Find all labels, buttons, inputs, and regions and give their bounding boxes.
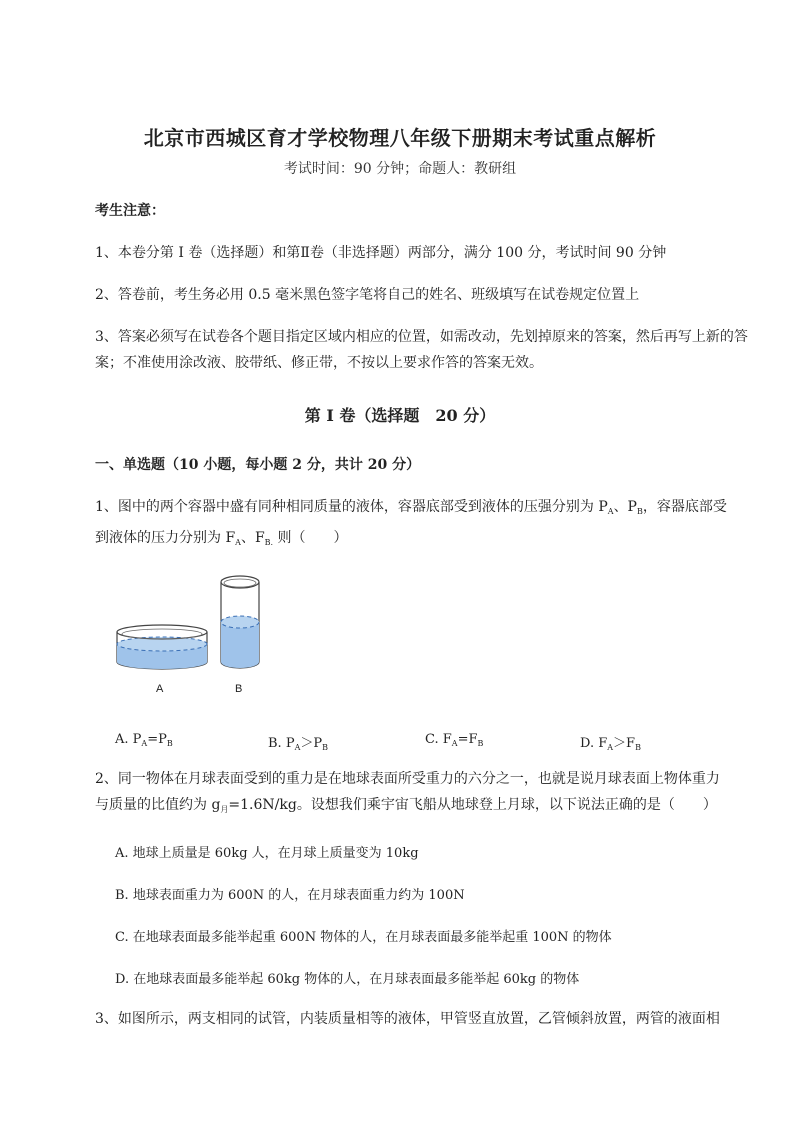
q2-option-a[interactable]: A. 地球上质量是 60kg 人，在月球上质量变为 10kg xyxy=(115,846,419,861)
exam-subtitle: 考试时间：90 分钟；命题人：教研组 xyxy=(283,161,517,177)
q1-option-c[interactable]: C. $F_A=F_B$ xyxy=(425,732,484,748)
q1-option-a[interactable]: A. $P_A=P_B$ xyxy=(115,732,173,748)
question-3: 3、如图所示，两支相同的试管，内装质量相等的液体，甲管竖直放置，乙管倾斜放置，两管的液面相 xyxy=(95,1011,720,1027)
q2-option-b[interactable]: B. 地球表面重力为 600N 的人，在月球表面重力约为 100N xyxy=(115,888,465,903)
notice-item-1: 1、本卷分第 I 卷（选择题）和第Ⅱ卷（非选择题）两部分，满分 100 分，考试时间 90 分钟 xyxy=(95,245,667,261)
notice-item-3: 3、答案必须写在试卷各个题目指定区域内相应的位置，如需改动，先划掉原来的答案，然后再写上新的答案；不准使用涂改液、胶带纸、修正带，不按以上要求作答的答案无效。 xyxy=(95,329,748,371)
question-2: 2、同一物体在月球表面受到的重力是在地球表面所受重力的六分之一，也就是说月球表面上物体重力 与质量的比值约为 $g_月=1.6N/kg$。设想我们乘宇宙飞船从地球登上月球，以下说法正确的是（ ） xyxy=(95,771,720,814)
part-heading: 一、单选题（10 小题，每小题 2 分，共计 20 分） xyxy=(95,457,421,473)
q1-option-d[interactable]: D. $F_A>F_B$ xyxy=(580,736,641,752)
q2-option-c[interactable]: C. 在地球表面最多能举起重 600N 物体的人，在月球表面最多能举起重 100N 的物体 xyxy=(115,930,612,945)
figure-label-a: A xyxy=(156,683,164,695)
containers-figure xyxy=(105,570,275,700)
notice-heading: 考生注意： xyxy=(95,203,165,219)
notice-item-2: 2、答卷前，考生务必用 0.5 毫米黑色签字笔将自己的姓名、班级填写在试卷规定位置上 xyxy=(95,287,640,303)
q1-option-b[interactable]: B. $P_A>P_B$ xyxy=(268,736,328,752)
q2-option-d[interactable]: D. 在地球表面最多能举起 60kg 物体的人，在月球表面最多能举起 60kg 的物体 xyxy=(115,972,580,987)
figure-label-b: B xyxy=(235,683,243,695)
question-1: 1、图中的两个容器中盛有同种相同质量的液体，容器底部受到液体的压强分别为 $P_A$、$P_B$，容器底部受 到液体的压力分别为 $F_A$、$F_{B.}$ 则（ ） xyxy=(95,499,727,547)
section-title: 第 I 卷（选择题 20 分） xyxy=(304,406,496,425)
container-b-icon xyxy=(221,576,259,668)
container-a-icon xyxy=(117,625,207,669)
page-title: 北京市西城区育才学校物理八年级下册期末考试重点解析 xyxy=(143,126,657,150)
